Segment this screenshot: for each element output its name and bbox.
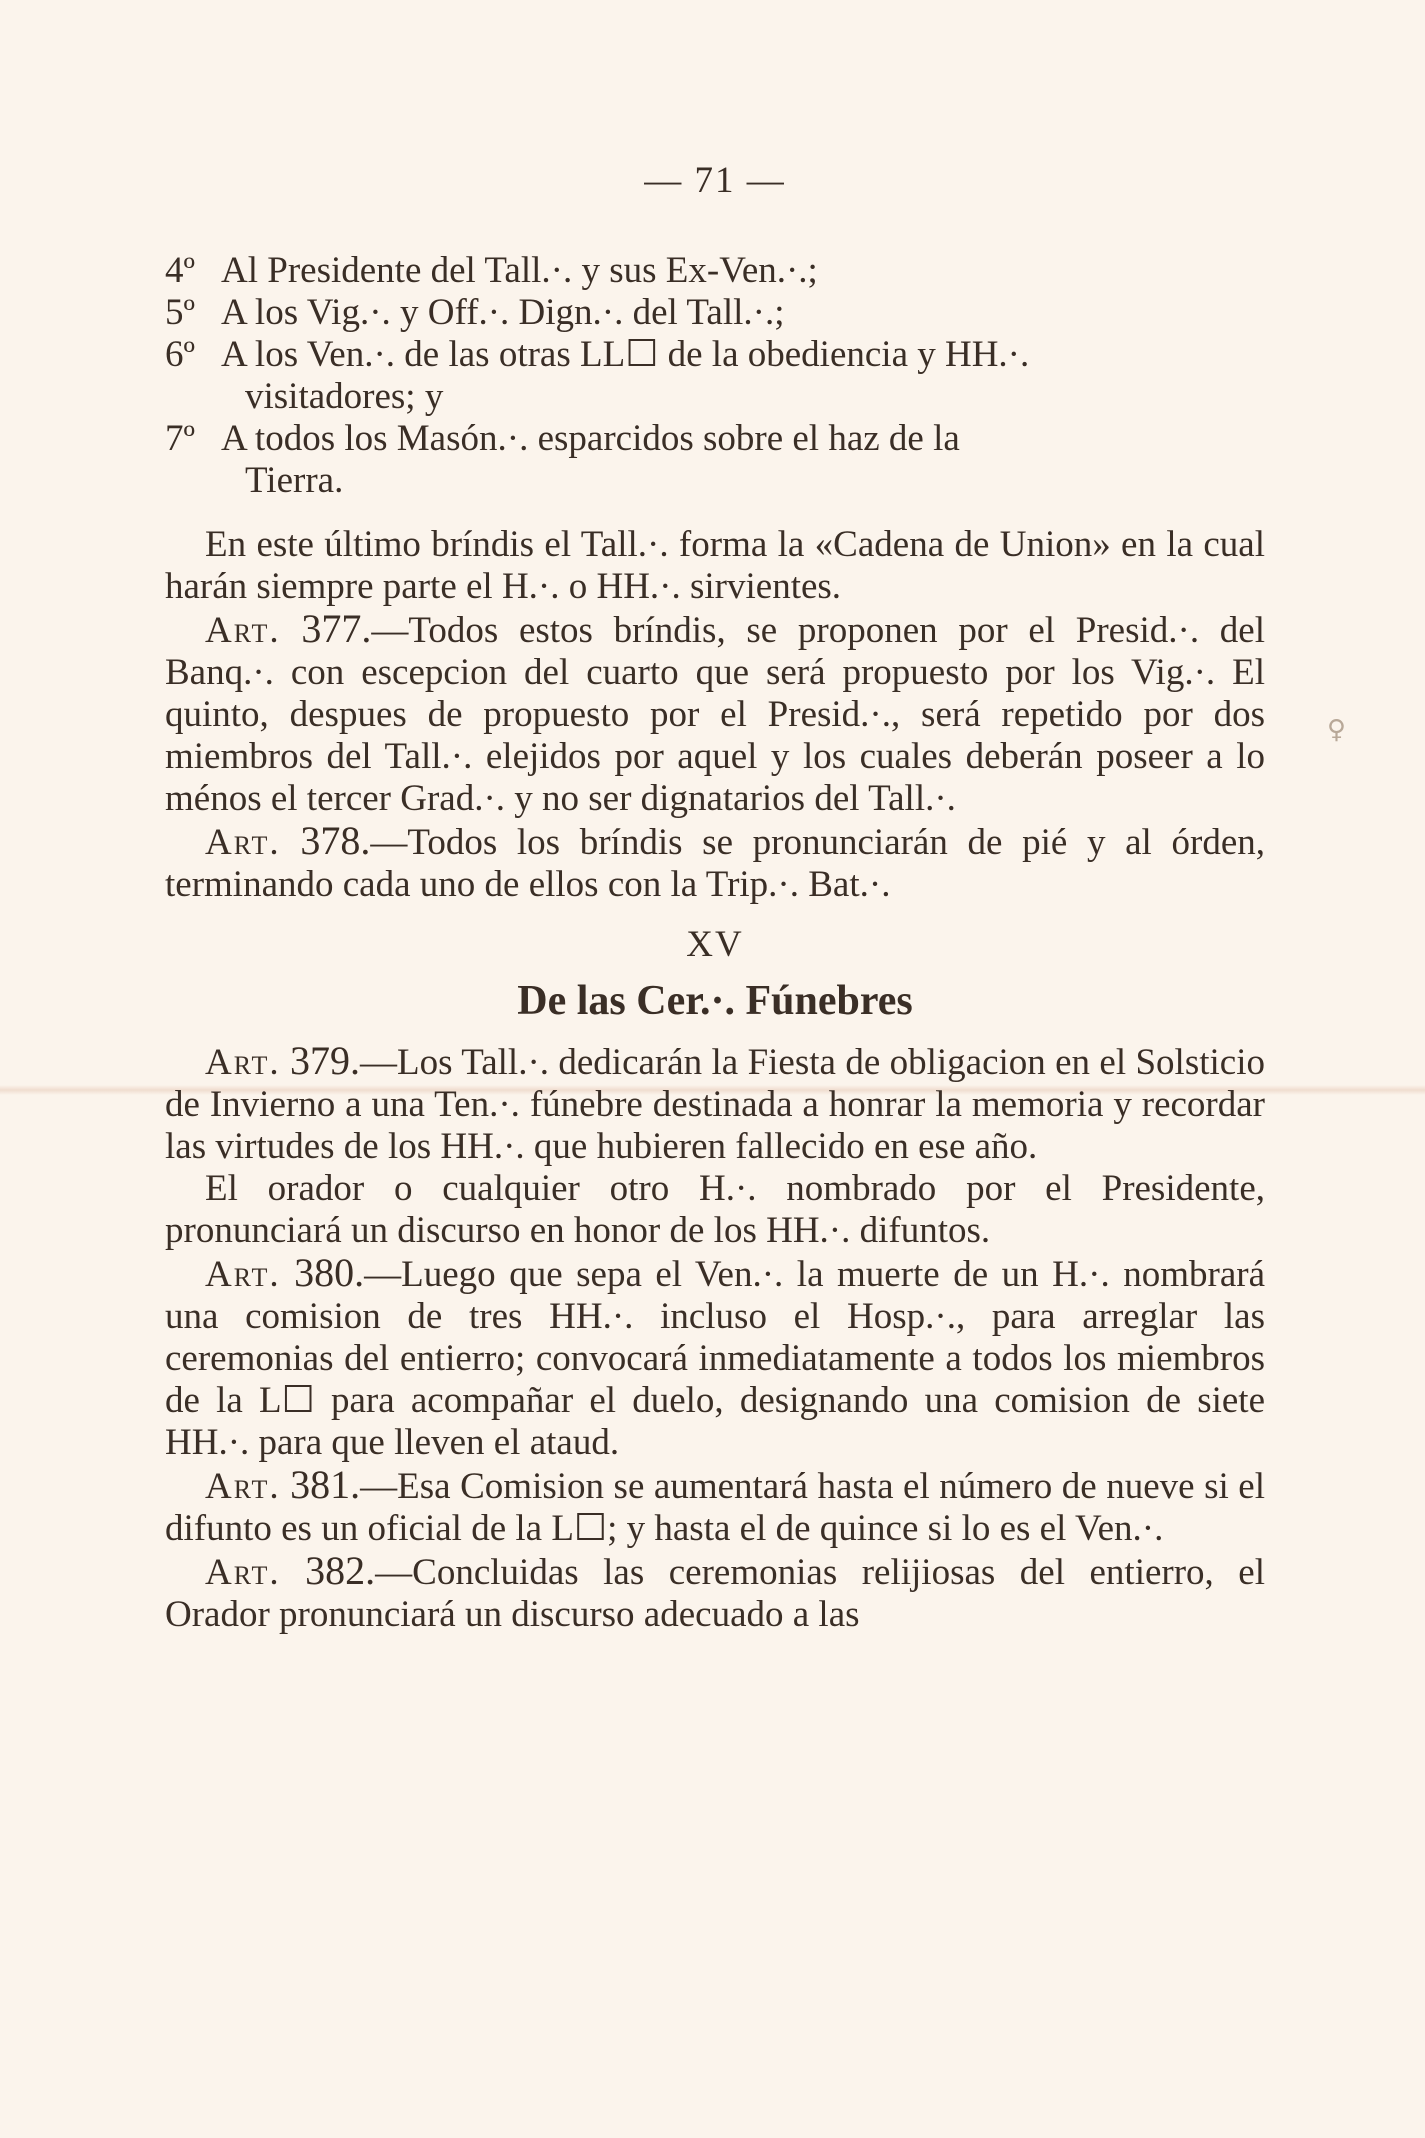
article-label: Art.: [205, 822, 281, 863]
article-label: Art.: [205, 1552, 281, 1593]
article-382: [165, 1550, 1265, 1636]
article-text: —Todos estos bríndis, se proponen por el Presid.·. del Banq.·. con escepcion del cuarto que será propuesto por los Vig.·. El quinto, despues de propuesto por el Presid.·., será repetido por dos miembros del Tall.·. elejidos por aquel y los cuales deberán poseer a lo ménos el tercer Grad.·. y no ser dignatarios del Tall.·.: [165, 610, 1265, 819]
list-item-number: 6º: [165, 334, 195, 375]
article-378: [165, 820, 1265, 906]
list-item-text: A los Vig.·. y Off.·. Dign.·. del Tall.·.;: [221, 292, 785, 333]
article-label: Art.: [205, 1042, 281, 1083]
section-number: XV: [686, 924, 744, 965]
article-text: —Concluidas las ceremonias relijiosas del entierro, el Orador pronunciará un discurso adecuado a las: [165, 1552, 1266, 1635]
article-380: [165, 1252, 1265, 1464]
article-label: Art.: [205, 610, 281, 651]
margin-mark: ♀: [1327, 715, 1347, 745]
article-text: —Luego que sepa el Ven.·. la muerte de un H.·. nombrará una comision de tres HH.·. incluso el Hosp.·., para arreglar las ceremonias del entierro; convocará inmediatamente a todos los miembros de la L☐ para acompañar el duelo, designando una comision de siete HH.·. para que lleven el ataud.: [165, 1254, 1266, 1463]
list-item-text: Al Presidente del Tall.·. y sus Ex-Ven.·.;: [221, 250, 818, 291]
article-number: 377.: [301, 606, 372, 651]
list-item: [165, 418, 1265, 460]
list-item: [165, 250, 1265, 292]
page-number: — 71 —: [644, 160, 786, 201]
article-number: 379.: [290, 1038, 360, 1083]
list-item: [165, 334, 1265, 376]
article-number: 378.: [300, 818, 371, 863]
article-number: 382.: [305, 1548, 376, 1593]
list-item-number: 5º: [165, 292, 195, 333]
article-377: [165, 608, 1265, 820]
paragraph-cadena: En este último bríndis el Tall.·. forma la «Cadena de Union» en la cual harán siempre parte el H.·. o HH.·. sirvientes.: [165, 524, 1265, 607]
article-text: —Esa Comision se aumentará hasta el número de nueve si el difunto es un oficial de la L☐; y hasta el de quince si lo es el Ven.·.: [165, 1466, 1265, 1549]
article-text: —Todos los bríndis se pronunciarán de pié y al órden, terminando cada uno de ellos con la Trip.·. Bat.·.: [165, 822, 1265, 905]
list-item-number: 7º: [165, 418, 195, 459]
list-item-number: 4º: [165, 250, 195, 291]
article-text: —Los Tall.·. dedicarán la Fiesta de obligacion en el Solsticio de Invierno a una Ten.·. fúnebre destinada a honrar la memoria y recordar las virtudes de los HH.·. que hubieren fallecido en ese año.: [165, 1042, 1265, 1167]
list-item: [165, 292, 1265, 334]
book-page: [165, 160, 1265, 1636]
article-number: 381.: [290, 1462, 361, 1507]
list-item-continuation: visitadores; y: [245, 376, 444, 417]
article-381: [165, 1464, 1265, 1550]
article-number: 380.: [294, 1250, 365, 1295]
toast-list: [165, 250, 1265, 502]
list-item-continuation: Tierra.: [245, 460, 344, 501]
list-item-text: A todos los Masón.·. esparcidos sobre el haz de la: [221, 418, 960, 459]
section-title: De las Cer.·. Fúnebres: [517, 978, 913, 1024]
paragraph-orador: El orador o cualquier otro H.·. nombrado por el Presidente, pronunciará un discurso en honor de los HH.·. difuntos.: [165, 1168, 1265, 1251]
article-label: Art.: [205, 1254, 281, 1295]
article-379: [165, 1040, 1265, 1168]
article-label: Art.: [205, 1466, 281, 1507]
list-item-text: A los Ven.·. de las otras LL☐ de la obediencia y HH.·.: [221, 334, 1030, 375]
